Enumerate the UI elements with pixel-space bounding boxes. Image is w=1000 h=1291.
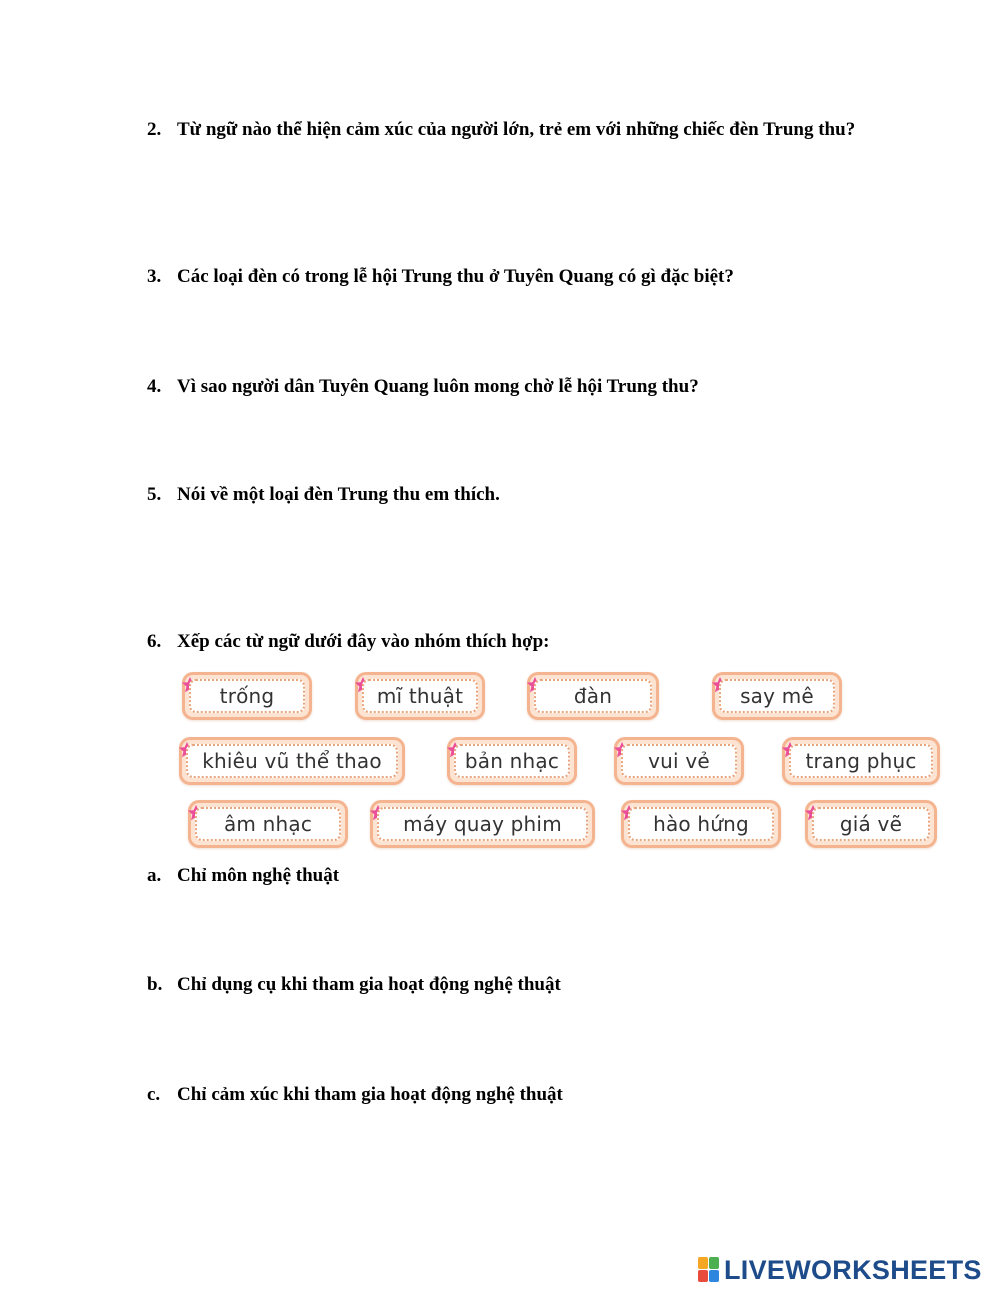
- question-number: 4.: [147, 376, 162, 397]
- word-chip[interactable]: [527, 672, 659, 720]
- word-chip[interactable]: [355, 672, 485, 720]
- question-number: 2.: [147, 119, 162, 140]
- word-chip-label: đàn: [534, 679, 652, 713]
- question-text: Xếp các từ ngữ dưới đây vào nhóm thích hợp:: [177, 631, 550, 652]
- word-chip[interactable]: [614, 737, 744, 785]
- liveworksheets-logo: [698, 1255, 982, 1285]
- question-6: [147, 624, 907, 660]
- word-chip-label: trang phục: [789, 744, 933, 778]
- group-a: [147, 858, 907, 894]
- word-chip-label: giá vẽ: [812, 807, 930, 841]
- question-3: [147, 259, 907, 295]
- question-text: Các loại đèn có trong lễ hội Trung thu ở Tuyên Quang có gì đặc biệt?: [177, 266, 734, 287]
- word-chip-label: âm nhạc: [195, 807, 341, 841]
- word-chip[interactable]: [182, 672, 312, 720]
- group-b: [147, 967, 907, 1003]
- word-chip[interactable]: [370, 800, 595, 848]
- word-chip-label: hào hứng: [628, 807, 774, 841]
- word-chip-label: máy quay phim: [377, 807, 588, 841]
- word-chip[interactable]: [188, 800, 348, 848]
- word-chip-label: khiêu vũ thể thao: [186, 744, 398, 778]
- word-chip[interactable]: [621, 800, 781, 848]
- group-c: [147, 1077, 907, 1113]
- word-chip[interactable]: [805, 800, 937, 848]
- word-chip-label: vui vẻ: [621, 744, 737, 778]
- group-text: Chỉ môn nghệ thuật: [177, 865, 340, 886]
- logo-text: LIVEWORKSHEETS: [724, 1254, 982, 1285]
- group-letter: a.: [147, 865, 162, 886]
- word-chip-label: bản nhạc: [454, 744, 570, 778]
- word-chip-label: say mê: [719, 679, 835, 713]
- question-text: Từ ngữ nào thể hiện cảm xúc của người lớn, trẻ em với những chiếc đèn Trung thu?: [177, 119, 856, 140]
- group-letter: b.: [147, 974, 163, 995]
- word-chip[interactable]: [782, 737, 940, 785]
- word-chip[interactable]: [447, 737, 577, 785]
- question-5: [147, 477, 907, 513]
- question-number: 6.: [147, 631, 162, 652]
- question-2: [147, 112, 907, 148]
- word-chip[interactable]: [712, 672, 842, 720]
- question-4: [147, 369, 907, 405]
- question-number: 3.: [147, 266, 162, 287]
- group-text: Chỉ cảm xúc khi tham gia hoạt động nghệ thuật: [177, 1084, 563, 1105]
- group-text: Chỉ dụng cụ khi tham gia hoạt động nghệ thuật: [177, 974, 561, 995]
- word-chip[interactable]: [179, 737, 405, 785]
- group-letter: c.: [147, 1084, 161, 1105]
- question-number: 5.: [147, 484, 162, 505]
- question-text: Vì sao người dân Tuyên Quang luôn mong chờ lễ hội Trung thu?: [177, 376, 699, 397]
- question-text: Nói về một loại đèn Trung thu em thích.: [177, 484, 500, 505]
- word-chip-label: mĩ thuật: [362, 679, 478, 713]
- logo-blocks-icon: [698, 1257, 720, 1283]
- word-chip-label: trống: [189, 679, 305, 713]
